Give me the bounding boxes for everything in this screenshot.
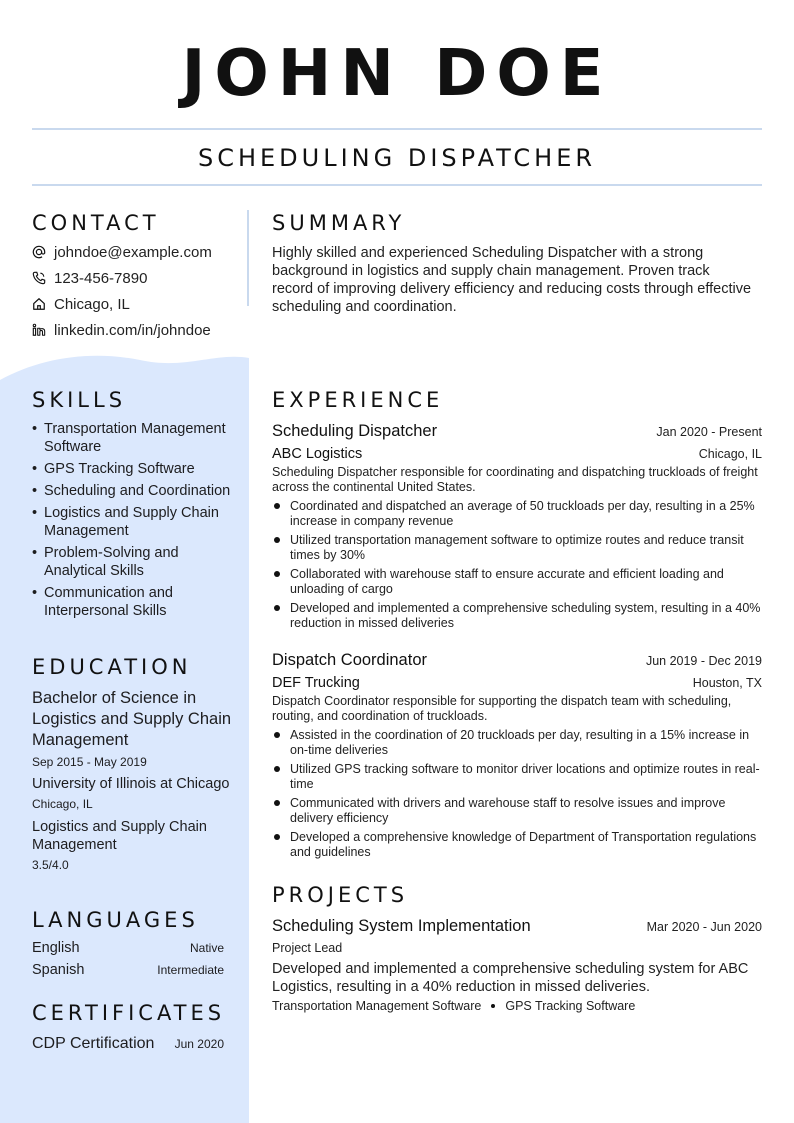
job-entry: [272, 649, 762, 864]
project-entry: [272, 915, 762, 1013]
job-entry-company: ABC Logistics: [272, 446, 363, 462]
education-school: University of Illinois at Chicago: [32, 776, 230, 792]
education-field: Logistics and Supply Chain Management: [32, 819, 207, 853]
contact-phone-text: 123-456-7890: [54, 269, 148, 287]
project-title: Scheduling System Implementation: [272, 917, 531, 935]
project-tag: Transportation Management Software: [272, 999, 482, 1013]
education-degree: Bachelor of Science in Logistics and Supply Chain Management: [32, 689, 232, 749]
education-block: [32, 688, 232, 874]
job-entry: [272, 420, 762, 635]
job-entry-company: DEF Trucking: [272, 675, 360, 691]
list-item: • Logistics and Supply Chain Management: [32, 505, 219, 539]
contact-email-text: johndoe@example.com: [54, 243, 212, 261]
job-entry-location: Chicago, IL: [698, 447, 762, 461]
list-item: Developed a comprehensive knowledge of Department of Transportation regulations and guidelines: [272, 830, 762, 860]
contact-email[interactable]: [32, 241, 212, 263]
contact-heading: CONTACT: [32, 211, 160, 235]
column-divider: [247, 210, 249, 306]
job-entry-title: Scheduling Dispatcher: [272, 422, 438, 440]
language-name: Spanish: [32, 962, 85, 978]
tag-separator: [491, 1004, 495, 1008]
project-dates: Mar 2020 - Jun 2020: [646, 920, 762, 934]
job-title: SCHEDULING DISPATCHER: [197, 144, 597, 172]
list-item: • Problem-Solving and Analytical Skills: [32, 545, 179, 579]
language-level: Intermediate: [157, 963, 224, 977]
job-entry-dates: Jan 2020 - Present: [656, 425, 762, 439]
home-icon: [32, 297, 46, 311]
summary-text: Highly skilled and experienced Scheduling Dispatcher with a strong background in logistics and supply chain management. Proven track record of improving delivery efficiency and reducing costs through effective scheduling and coordination.: [272, 245, 752, 315]
list-item: Coordinated and dispatched an average of 50 truckloads per day, resulting in a 25% increase in company revenue: [272, 499, 762, 529]
education-gpa: 3.5/4.0: [32, 858, 69, 872]
list-item: Utilized GPS tracking software to monitor driver locations and optimize routes in real-time: [272, 762, 762, 792]
education-location: Chicago, IL: [32, 797, 93, 811]
language-row: [32, 940, 224, 956]
list-item: • GPS Tracking Software: [32, 461, 195, 477]
list-item: Collaborated with warehouse staff to ensure accurate and efficient loading and unloading of cargo: [272, 567, 762, 597]
certificate-name: CDP Certification: [32, 1035, 155, 1052]
header-top-divider: [32, 128, 762, 130]
education-heading: EDUCATION: [32, 655, 192, 679]
job-entry-bullets: [272, 499, 762, 631]
at-icon: [32, 245, 46, 259]
education-dates: Sep 2015 - May 2019: [32, 755, 147, 769]
list-item: Utilized transportation management software to optimize routes and reduce transit times by 30%: [272, 533, 762, 563]
project-description: Developed and implemented a comprehensive scheduling system for ABC Logistics, resulting in a 40% reduction in missed deliveries.: [272, 961, 749, 995]
header-bottom-divider: [32, 184, 762, 186]
contact-location: [32, 293, 130, 315]
contact-linkedin[interactable]: [32, 319, 211, 341]
list-item: Communicated with drivers and warehouse staff to resolve issues and improve delivery efficiency: [272, 796, 762, 826]
languages-heading: LANGUAGES: [32, 908, 199, 932]
skills-list: [32, 420, 232, 624]
project-tags: [272, 999, 762, 1013]
candidate-name: JOHN DOE: [181, 37, 613, 111]
language-name: English: [32, 940, 80, 956]
contact-linkedin-text: linkedin.com/in/johndoe: [54, 321, 211, 339]
job-entry-description: Dispatch Coordinator responsible for supporting the dispatch team with scheduling, routing, and coordination of truckloads.: [272, 694, 732, 723]
certificates-heading: CERTIFICATES: [32, 1001, 226, 1025]
contact-phone[interactable]: [32, 267, 147, 289]
job-entry-title: Dispatch Coordinator: [272, 651, 427, 669]
job-entry-bullets: [272, 728, 762, 860]
experience-heading: EXPERIENCE: [272, 388, 444, 412]
list-item: Developed and implemented a comprehensive scheduling system, resulting in a 40% reduction in missed deliveries: [272, 601, 762, 631]
list-item: Assisted in the coordination of 20 truckloads per day, resulting in a 15% increase in on-time deliveries: [272, 728, 762, 758]
list-item: • Communication and Interpersonal Skills: [32, 585, 173, 619]
project-tag: GPS Tracking Software: [505, 999, 636, 1013]
certificate-date: Jun 2020: [174, 1037, 224, 1051]
skills-heading: SKILLS: [32, 388, 127, 412]
list-item: • Transportation Management Software: [32, 421, 226, 455]
list-item: • Scheduling and Coordination: [32, 483, 231, 499]
job-entry-location: Houston, TX: [692, 676, 762, 690]
job-entry-dates: Jun 2019 - Dec 2019: [645, 654, 762, 668]
linkedin-icon: [32, 323, 46, 337]
project-role: Project Lead: [272, 941, 343, 955]
projects-heading: PROJECTS: [272, 883, 409, 907]
language-row: [32, 962, 224, 978]
summary-heading: SUMMARY: [272, 211, 406, 235]
contact-location-text: Chicago, IL: [54, 295, 130, 313]
language-level: Native: [189, 941, 224, 955]
phone-icon: [32, 271, 46, 285]
certificate-row: [32, 1035, 224, 1053]
job-entry-description: Scheduling Dispatcher responsible for coordinating and dispatching truckloads of freight across the continental United States.: [272, 465, 758, 494]
